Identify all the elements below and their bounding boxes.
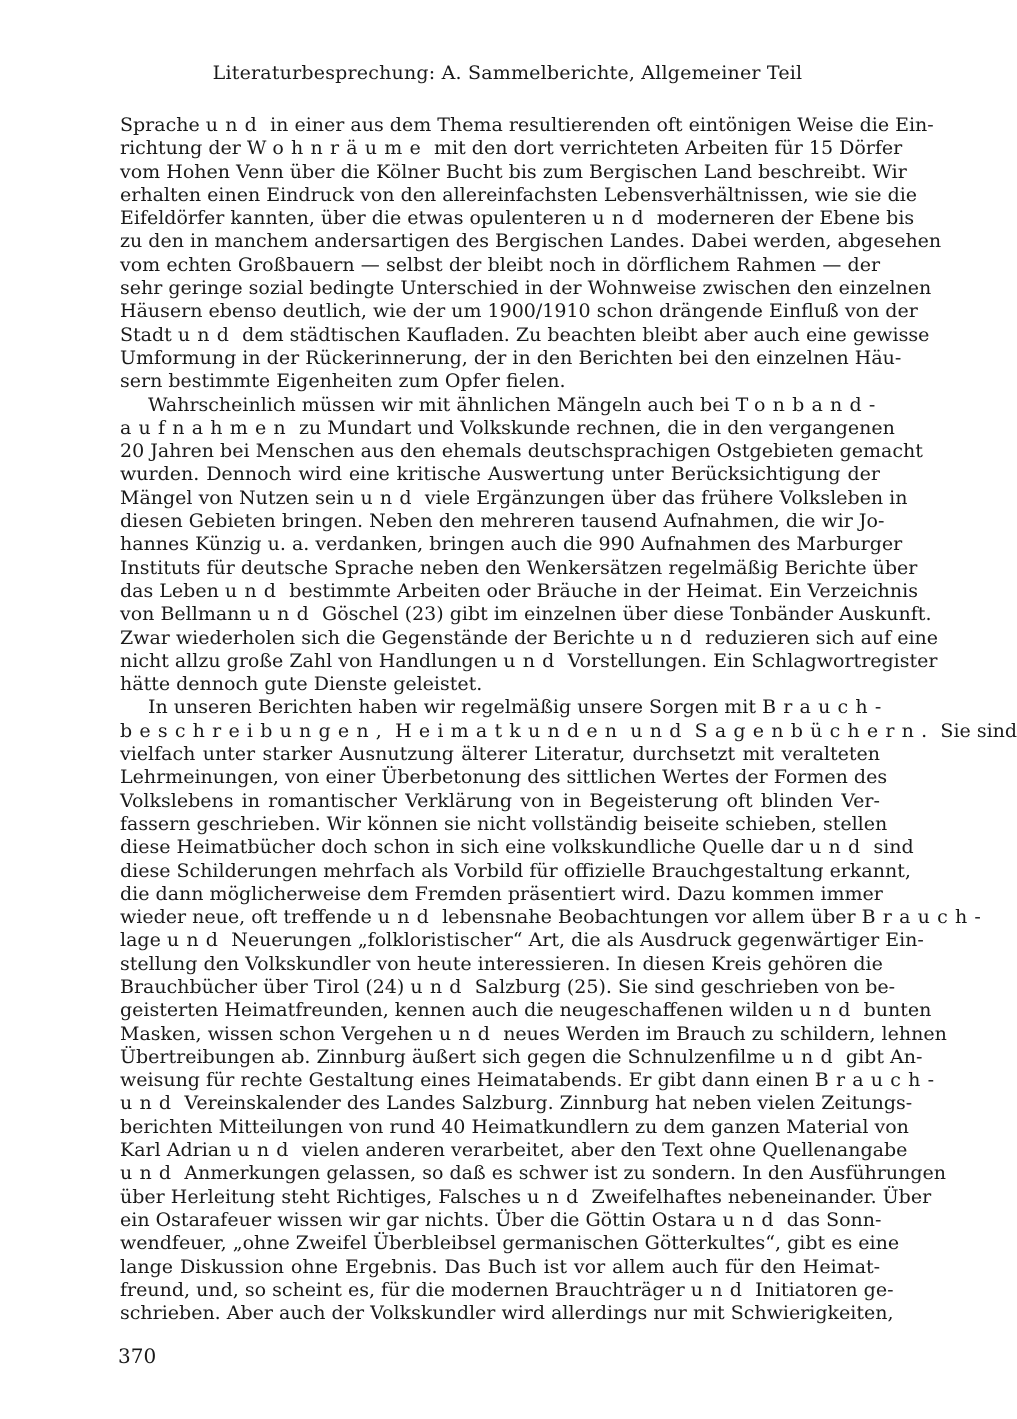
- text-line: wurden. Dennoch wird eine kritische Auswertung unter Berücksichtigung der: [120, 463, 881, 486]
- spaced-word: Brauch-: [762, 696, 889, 719]
- spaced-word: und: [410, 975, 469, 998]
- text-line: Karl Adrian und vielen anderen verarbeitet, aber den Text ohne Quellenangabe: [120, 1139, 908, 1162]
- text-line: das Leben und bestimmte Arbeiten oder Bräuche in der Heimat. Ein Verzeichnis: [120, 579, 918, 602]
- spaced-word: Sagenbüchern.: [694, 719, 935, 742]
- text-line: vom echten Großbauern — selbst der bleibt noch in dörflichem Rahmen — der: [120, 253, 881, 276]
- text-line: vom Hohen Venn über die Kölner Bucht bis zum Bergischen Land beschreibt. Wir: [120, 160, 907, 183]
- text-line: aufnahmen zu Mundart und Volkskunde rechnen, die in den vergangenen: [120, 416, 895, 439]
- spaced-word: und: [722, 1208, 781, 1231]
- text-line: über Herleitung steht Richtiges, Falsches und Zweifelhaftes nebeneinander. Über: [120, 1185, 932, 1208]
- text-line: wendfeuer, „ohne Zweifel Überbleibsel germanischen Götterkultes“, gibt es eine: [120, 1232, 900, 1255]
- text-line: Sprache und in einer aus dem Thema resultierenden oft eintönigen Weise die Ein-: [120, 114, 934, 136]
- text-line: Häusern ebenso deutlich, wie der um 1900/1910 schon drängende Einfluß von der: [120, 300, 918, 323]
- text-line: weisung für rechte Gestaltung eines Heimatabends. Er gibt dann einen Brauch-: [120, 1069, 942, 1092]
- spaced-word: und: [527, 1185, 586, 1208]
- text-line: diese Schilderungen mehrfach als Vorbild für offizielle Brauchgestaltung erkannt,: [120, 859, 911, 882]
- spaced-word: und: [177, 323, 237, 346]
- spaced-word: und: [120, 1162, 179, 1185]
- spaced-word: und: [166, 929, 226, 952]
- text-line: Instituts für deutsche Sprache neben den Wenkersätzen regelmäßig Berichte über: [120, 556, 918, 579]
- spaced-word: Brauch-: [814, 1069, 942, 1092]
- spaced-word: Wohnräume: [246, 137, 428, 160]
- text-line: fassern geschrieben. Wir können sie nicht vollständig beiseite schieben, stellen: [120, 812, 888, 835]
- text-line: 20 Jahren bei Menschen aus den ehemals deutschsprachigen Ostgebieten gemacht: [120, 440, 923, 463]
- spaced-word: und: [799, 999, 858, 1022]
- spaced-word: aufnahmen: [120, 416, 293, 439]
- text-line: hannes Künzig u. a. verdanken, bringen auch die 990 Aufnahmen des Marburger: [120, 533, 903, 556]
- text-line: geisterten Heimatfreunden, kennen auch die neugeschaffenen wilden und bunten: [120, 999, 932, 1022]
- text-line: und Vereinskalender des Landes Salzburg. Zinnburg hat neben vielen Zeitungs-: [120, 1092, 913, 1115]
- text-line: vielfach unter starker Ausnutzung älterer Literatur, durchsetzt mit veralteten: [120, 743, 880, 766]
- text-line: lange Diskussion ohne Ergebnis. Das Buch ist vor allem auch für den Heimat-: [120, 1255, 881, 1278]
- text-line: schrieben. Aber auch der Volkskundler wird allerdings nur mit Schwierigkeiten,: [120, 1302, 894, 1325]
- text-line: berichten Mitteilungen von rund 40 Heimatkundlern zu dem ganzen Material von: [120, 1115, 909, 1138]
- text-line: Volkslebens in romantischer Verklärung von in Begeisterung oft blinden Ver-: [120, 789, 880, 812]
- spaced-word: Brauch-: [861, 906, 989, 929]
- spaced-word: und: [377, 906, 437, 929]
- text-line: hätte dennoch gute Dienste geleistet.: [120, 673, 483, 696]
- text-line: Lehrmeinungen, von einer Überbetonung des sittlichen Wertes der Formen des: [120, 766, 888, 789]
- text-line: sehr geringe sozial bedingte Unterschied in der Wohnweise zwischen den einzelnen: [120, 277, 932, 300]
- text-line: Zwar wiederholen sich die Gegenstände der Berichte und reduzieren sich auf eine: [120, 626, 939, 649]
- text-line: von Bellmann und Göschel (23) gibt im einzelnen über diese Tonbänder Auskunft.: [120, 603, 932, 626]
- spaced-word: und: [503, 649, 562, 672]
- text-line: ein Ostarafeuer wissen wir gar nichts. Über die Göttin Ostara und das Sonn-: [120, 1208, 882, 1231]
- spaced-word: und: [237, 1139, 296, 1162]
- spaced-word: und: [690, 1278, 750, 1301]
- text-line: Masken, wissen schon Vergehen und neues Werden im Brauch zu schildern, lehnen: [120, 1022, 947, 1045]
- text-line: Mängel von Nutzen sein und viele Ergänzungen über das frühere Volksleben in: [120, 486, 908, 509]
- text-line: Brauchbücher über Tirol (24) und Salzburg (25). Sie sind geschrieben von be-: [120, 975, 896, 998]
- text-line: zu den in manchem andersartigen des Bergischen Landes. Dabei werden, abgesehen: [120, 230, 942, 253]
- text-line: und Anmerkungen gelassen, so daß es schwer ist zu sondern. In den Ausführungen: [120, 1162, 946, 1185]
- text-line: wieder neue, oft treffende und lebensnahe Beobachtungen vor allem über Brauch-: [120, 906, 989, 929]
- text-line: beschreibungen, Heimatkunden und Sagenbüchern. Sie sind: [120, 719, 1017, 742]
- spaced-word: und: [224, 579, 284, 602]
- text-line: die dann möglicherweise dem Fremden präsentiert wird. Dazu kommen immer: [120, 882, 883, 905]
- text-line: diese Heimatbücher doch schon in sich eine volkskundliche Quelle dar und sind: [120, 836, 914, 859]
- text-line: Umformung in der Rückerinnerung, der in den Berichten bei den einzelnen Häu-: [120, 346, 902, 369]
- text-line: sern bestimmte Eigenheiten zum Opfer fielen.: [120, 370, 566, 393]
- text-line: Eifeldörfer kannten, über die etwas opulenteren und moderneren der Ebene bis: [120, 207, 915, 230]
- text-line: erhalten einen Eindruck von den allereinfachsten Lebensverhältnissen, wie sie die: [120, 183, 918, 206]
- spaced-word: und: [781, 1045, 840, 1068]
- spaced-word: Tonband-: [735, 393, 883, 416]
- text-line: Stadt und dem städtischen Kaufladen. Zu beachten bleibt aber auch eine gewisse: [120, 323, 930, 346]
- spaced-word: beschreibungen,: [120, 719, 390, 742]
- spaced-word: und: [630, 719, 689, 742]
- article-body: [120, 114, 1017, 1325]
- spaced-word: und: [205, 114, 265, 136]
- spaced-word: und: [257, 603, 316, 626]
- spaced-word: und: [809, 836, 868, 859]
- spaced-word: und: [592, 207, 651, 230]
- text-line: richtung der Wohnräume mit den dort verrichteten Arbeiten für 15 Dörfer: [120, 137, 903, 160]
- text-line: lage und Neuerungen „folkloristischer“ Art, die als Ausdruck gegenwärtiger Ein-: [120, 929, 924, 952]
- spaced-word: Heimatkunden: [395, 719, 625, 742]
- text-line: freund, und, so scheint es, für die modernen Brauchträger und Initiatoren ge-: [120, 1278, 894, 1301]
- spaced-word: und: [120, 1092, 179, 1115]
- running-header: Literaturbesprechung: A. Sammelberichte, Allgemeiner Teil: [212, 62, 803, 84]
- text-line: Wahrscheinlich müssen wir mit ähnlichen Mängeln auch bei Tonband-: [148, 393, 883, 416]
- text-line: nicht allzu große Zahl von Handlungen und Vorstellungen. Ein Schlagwortregister: [120, 649, 938, 672]
- page-number: 370: [118, 1344, 157, 1368]
- spaced-word: und: [438, 1022, 498, 1045]
- text-line: stellung den Volkskundler von heute interessieren. In diesen Kreis gehören die: [120, 952, 883, 975]
- spaced-word: und: [640, 626, 700, 649]
- spaced-word: und: [360, 486, 419, 509]
- text-line: diesen Gebieten bringen. Neben den mehreren tausend Aufnahmen, die wir Jo-: [120, 510, 885, 533]
- text-line: Übertreibungen ab. Zinnburg äußert sich gegen die Schnulzenfilme und gibt An-: [120, 1045, 923, 1068]
- text-line: In unseren Berichten haben wir regelmäßig unsere Sorgen mit Brauch-: [148, 696, 889, 719]
